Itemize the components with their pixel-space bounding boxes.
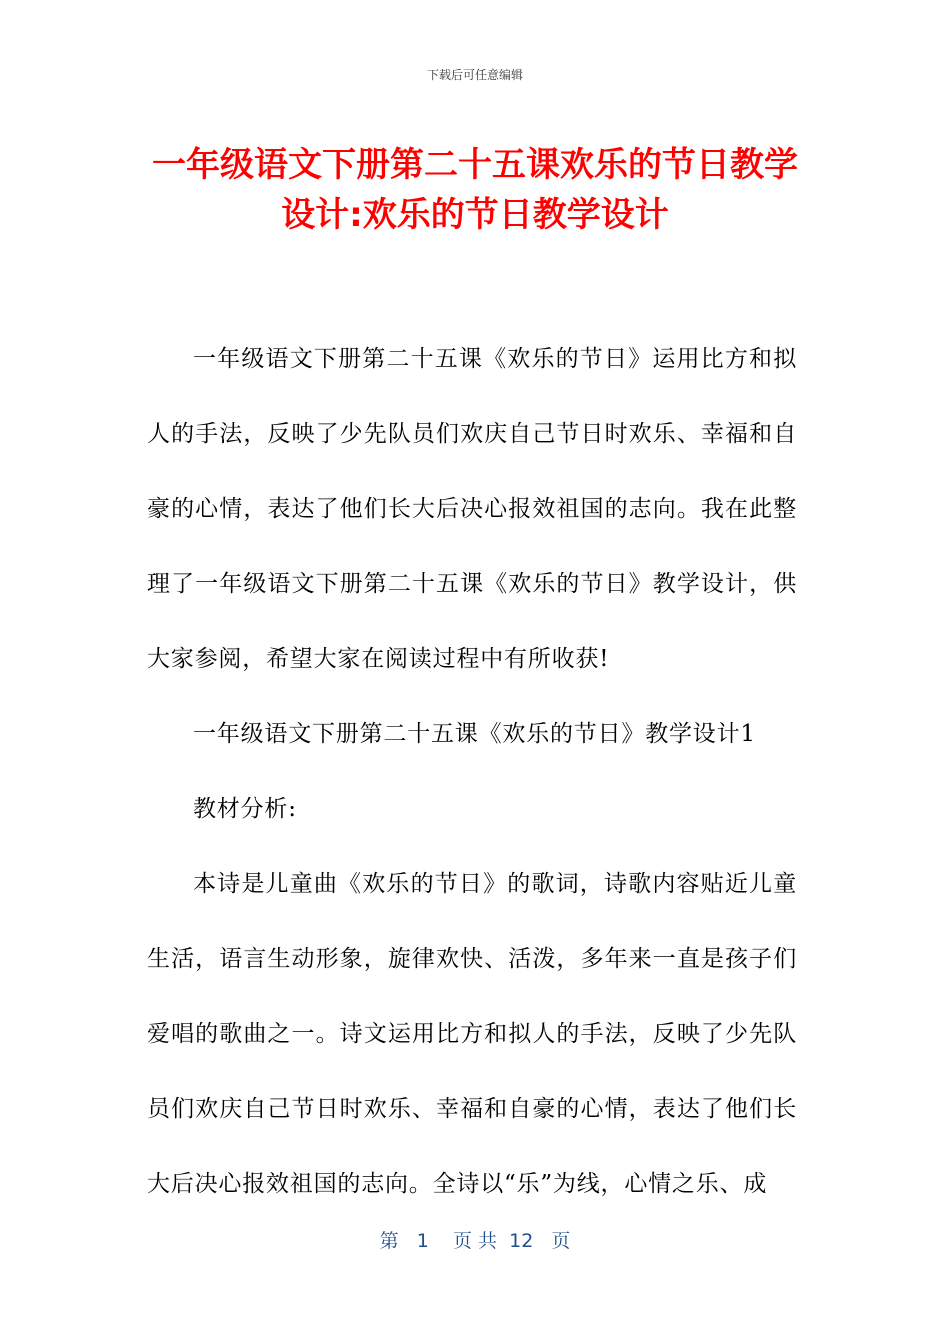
footer-page-total: 12 — [509, 1230, 534, 1252]
footer-mid: 页 共 — [452, 1230, 498, 1252]
section-heading: 一年级语文下册第二十五课《欢乐的节日》教学设计1 — [193, 721, 756, 747]
footer-prefix: 第 — [379, 1230, 399, 1252]
analysis-paragraph: 本诗是儿童曲《欢乐的节日》的歌词，诗歌内容贴近儿童生活，语言生动形象，旋律欢快、活泼，多年来一直是孩子们爱唱的歌曲之一。诗文运用比方和拟人的手法，反映了少先队员们欢庆自己节日时欢乐、幸福和自豪的心情，表达了他们长大后决心报效祖国的志向。全诗以“乐”为线，心情之乐、成 — [147, 871, 797, 1197]
subsection-heading: 教材分析: — [193, 796, 297, 822]
intro-paragraph: 一年级语文下册第二十五课《欢乐的节日》运用比方和拟人的手法，反映了少先队员们欢庆自己节日时欢乐、幸福和自豪的心情，表达了他们长大后决心报效祖国的志向。我在此整理了一年级语文下册第二十五课《欢乐的节日》教学设计，供大家参阅，希望大家在阅读过程中有所收获! — [147, 346, 797, 672]
header-note: 下载后可任意编辑 — [426, 68, 523, 82]
document-body — [147, 322, 797, 1222]
footer-page-current: 1 — [416, 1230, 429, 1252]
document-title — [130, 140, 820, 240]
footer-suffix: 页 — [551, 1230, 571, 1252]
title-line-2: 设计:欢乐的节日教学设计 — [281, 195, 669, 235]
page-footer — [0, 1226, 950, 1253]
title-line-1: 一年级语文下册第二十五课欢乐的节日教学 — [152, 145, 798, 185]
